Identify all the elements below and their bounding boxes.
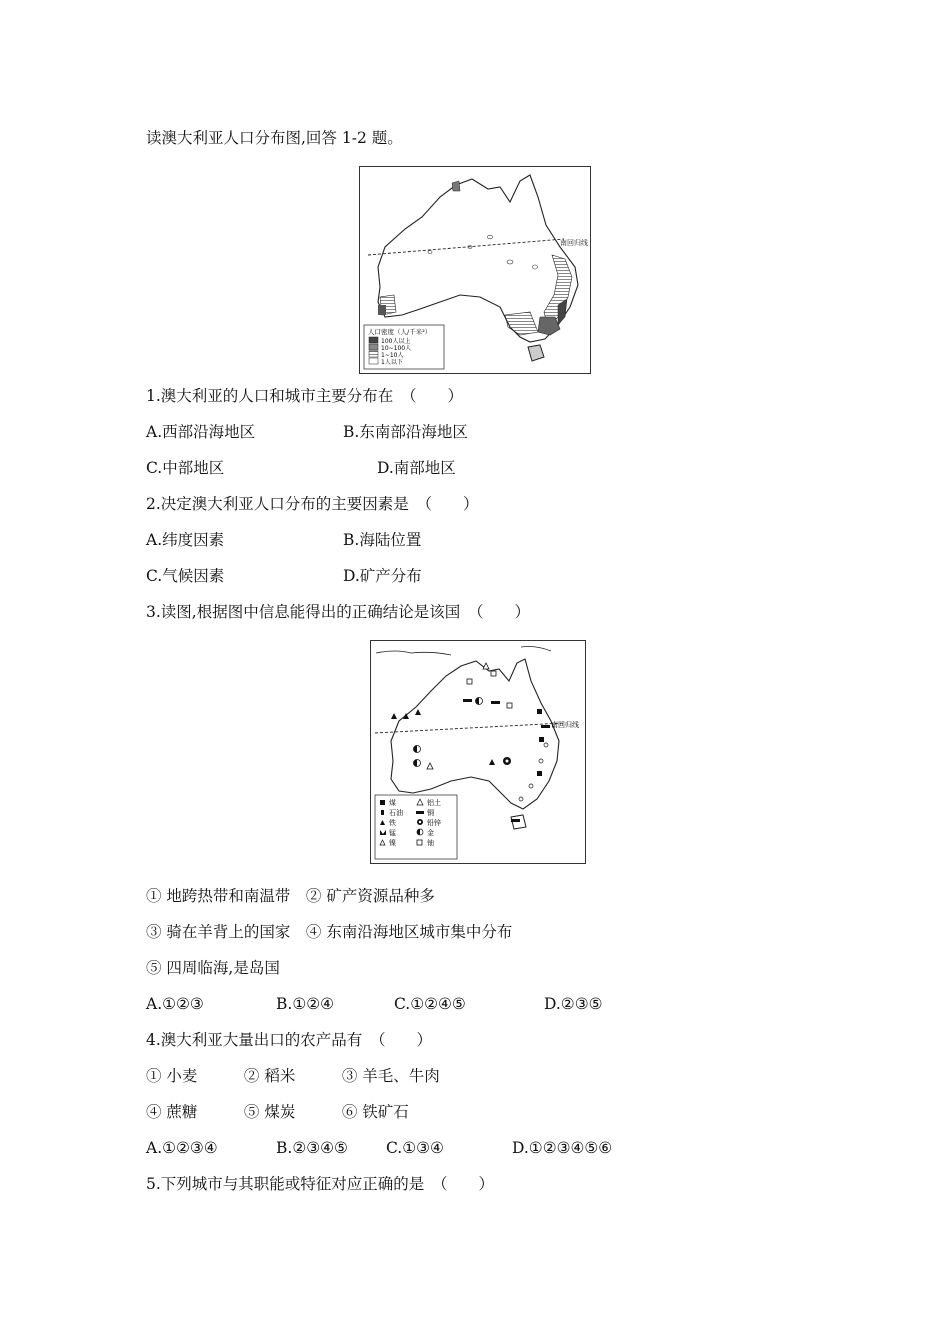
q4-option-b[interactable]: B.②③④⑤ [276, 1139, 348, 1157]
australia-outline-2 [391, 659, 559, 809]
legend-oil: 石油 [389, 809, 403, 817]
legend-copper: 铜 [427, 809, 434, 817]
q2-option-b[interactable]: B.海陆位置 [343, 531, 422, 549]
legend-title: 人口密度（人/千米²） [368, 328, 432, 336]
q1-option-a[interactable]: A.西部沿海地区 [146, 423, 256, 441]
q4-stem: 4.澳大利亚大量出口的农产品有 （ ） [146, 1031, 433, 1049]
q3-option-c[interactable]: C.①②④⑤ [394, 995, 466, 1013]
legend-iron: 铁 [389, 819, 396, 827]
q2-option-c[interactable]: C.气候因素 [146, 567, 225, 585]
tropic-label-2: 南回归线 [551, 721, 579, 729]
q2-option-a[interactable]: A.纬度因素 [146, 531, 225, 549]
q1-option-b[interactable]: B.东南部沿海地区 [343, 423, 468, 441]
q3-statement-2: ③ 骑在羊背上的国家 ④ 东南沿海地区城市集中分布 [146, 923, 513, 941]
q5-stem: 5.下列城市与其职能或特征对应正确的是 （ ） [146, 1175, 495, 1193]
mineral-map [370, 640, 586, 864]
q3-stem: 3.读图,根据图中信息能得出的正确结论是该国 （ ） [146, 603, 530, 621]
legend-item-2: 10~100人 [381, 345, 412, 352]
legend-bauxite: 铝土 [427, 799, 441, 807]
tasmania-outline [528, 345, 544, 361]
q4-option-c[interactable]: C.①③④ [386, 1139, 444, 1157]
q4-option-d[interactable]: D.①②③④⑤⑥ [512, 1139, 613, 1157]
legend-leadzinc: 铅锌 [427, 819, 441, 827]
legend-gold: 金 [427, 829, 434, 837]
legend-manganese: 锰 [389, 829, 396, 837]
legend-item-3: 1~10人 [381, 352, 404, 359]
q4-option-a[interactable]: A.①②③④ [146, 1139, 218, 1157]
tropic-label: 南回归线 [560, 239, 588, 247]
q3-option-d[interactable]: D.②③⑤ [544, 995, 603, 1013]
q1-stem: 1.澳大利亚的人口和城市主要分布在 （ ） [146, 387, 464, 405]
q3-statement-3: ⑤ 四周临海,是岛国 [146, 959, 280, 977]
q2-option-d[interactable]: D.矿产分布 [343, 567, 422, 585]
legend-item-1: 100人以上 [381, 338, 411, 345]
legend-item-4: 1人以下 [381, 359, 403, 366]
q4-statement-1: ① 小麦 ② 稻米 ③ 羊毛、牛肉 [146, 1067, 440, 1085]
intro-text: 读澳大利亚人口分布图,回答 1-2 题。 [146, 129, 403, 147]
q3-statement-1: ① 地跨热带和南温带 ② 矿产资源品种多 [146, 887, 435, 905]
legend-nickel: 镍 [389, 839, 396, 847]
q2-stem: 2.决定澳大利亚人口分布的主要因素是 （ ） [146, 495, 479, 513]
legend-uranium: 铀 [427, 839, 434, 847]
legend-coal: 煤 [389, 799, 396, 807]
q3-option-a[interactable]: A.①②③ [146, 995, 204, 1013]
q3-option-b[interactable]: B.①②④ [276, 995, 335, 1013]
q1-option-d[interactable]: D.南部地区 [377, 459, 456, 477]
population-map [359, 166, 591, 374]
q4-statement-2: ④ 蔗糖 ⑤ 煤炭 ⑥ 铁矿石 [146, 1103, 409, 1121]
q1-option-c[interactable]: C.中部地区 [146, 459, 225, 477]
